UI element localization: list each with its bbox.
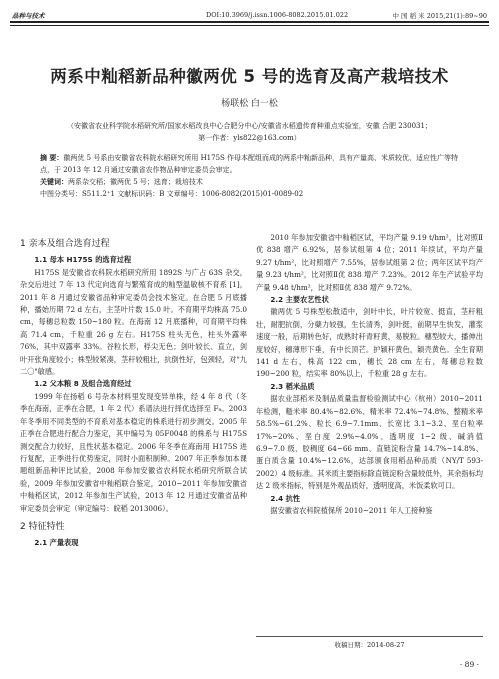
header-rule-thin <box>10 25 489 26</box>
subsection-1-1-heading: 1.1 母本 H175S 的选育过程 <box>34 255 132 265</box>
keywords-text: 两系杂交稻；徽两优 5 号；选育；栽培技术 <box>68 178 203 186</box>
footnote-rule <box>256 636 483 637</box>
header-doi: DOI:10.3969/j.issn.1006-8082.2015.01.022 <box>206 11 349 19</box>
affiliation-line-2: 第一作者：yls822@163.com） <box>198 134 301 142</box>
paragraph-2-3: 据农业部稻米及制品质量监督检验测试中心（杭州）2010~2011 年检测，糙米率 80.4%~82.6%、精米率 72.4%~74.8%、整精米率 58.5%~61.2%、粒长 6.9~7.1mm、长宽比 3.1~3.2、垩白粒率 17%~20%、垩白度 2.9%~4.0%、透明度 1~2 级、碱消值 6.9~7.0 级、胶稠度 64~66 mm、直链淀粉含量 14.7%~14.8%、蛋白质含量 10.4%~12.6%，达部颁食用稻品种品质（NY/T 593-2002）4 级标准。其米质主要指标除直链淀粉含量较低外，其余指标均达 2 级米指标，特别是外观品质好，透明度高，米饭柔软可口。 <box>256 394 483 491</box>
paragraph-2-1: 2010 年参加安徽省中籼稻区试，平均产量 9.19 t/hm²，比对照Ⅱ优 838 增产 6.92%，居参试组第 4 位；2011 年续试，平均产量 9.27 t/hm²，比对照增产 7.55%，居参试组第 2 位；两年区试平均产量 9.23 t/hm²，比对照Ⅱ优 838 增产 7.23%。2012 年生产试验平均产量 9.48 t/hm²，比对照Ⅱ优 838 增产 9.72%。 <box>256 233 483 292</box>
header-section: 品种与技术 <box>12 12 45 20</box>
left-column <box>20 232 247 550</box>
paragraph-1-1: H175S 是安徽省农科院水稻研究所用 1892S 与广占 63S 杂交，杂交后进过 7 年 13 代定向选育与繁殖育成的籼型温敏核不育系 [1]，2011 年 8 月通过安徽省品种审定委员会技术鉴定。在合肥 5 月底播种，播始历期 72 d 左右，主茎叶片数 15.0 叶。不育期平均株高 75.0 cm，每穗总粒数 150~180 粒。在海南 12 月底播种，可育期平均株高 71.4 cm，千粒重 26 g 左右。H175S 柱头无色，柱头外露率 76%，其中双露率 33%。谷粒长形，稃尖无色；剑叶较长、直立，剑叶开张角度较小；株型较紧凑，茎秆较粗壮，抗倒性好，包颈轻，对"九二〇"敏感。 <box>20 267 247 377</box>
affiliation <box>30 120 469 144</box>
keywords <box>40 176 459 188</box>
header-journal: 中 国 稻 米 2015,21(1):89~90 <box>392 12 487 20</box>
author-list: 杨联松 白一松 <box>221 99 278 109</box>
paragraph-2-2: 徽两优 5 号株型松散适中，剑叶中长，叶片较宽、挺直，茎秆粗壮，耐肥抗倒，分蘖力较强，生长清秀，剑叶挺，前期早生快发，灌浆速度一般，后期转色好，成熟时秆青籽黄，易脱粒。穗型较大，播伸出度较好，穗薄形下垂，有中长顶芒。护颖秆黄色，颖壳黄色。全生育期 141 d 左右，株高 122 cm，穗长 28 cm 左右，每穗总粒数 190~200 粒，结实率 80%以上，千粒重 28 g 左右。 <box>256 307 483 379</box>
paragraph-2-4: 据安徽省农科院植保所 2010~2011 年人工接种鉴 <box>270 505 433 515</box>
received-date: 收稿日期：2014-08-27 <box>334 641 405 649</box>
right-column <box>256 232 483 517</box>
subsection-2-1-heading: 2.1 产量表现 <box>34 538 79 548</box>
subsection-2-3-heading: 2.3 稻米品质 <box>270 381 315 391</box>
paper-title: 两系中籼稻新品种徽两优 5 号的选育及高产栽培技术 <box>50 67 449 86</box>
header-rule-thick <box>10 21 489 23</box>
section-1-heading: 1 亲本及组合选育过程 <box>20 239 110 249</box>
abstract-label: 摘 要： <box>40 154 64 162</box>
running-header <box>10 10 489 21</box>
abstract-block <box>40 152 459 200</box>
subsection-2-2-heading: 2.2 主要农艺性状 <box>270 295 329 305</box>
page-number: · 89 · <box>459 660 479 669</box>
paragraph-1-2: 1999 年在扬稻 6 号杂本材料里发现变异单株，经 4 年 8 代（冬季在海南，正季在合肥，1 年 2 代）系谱法进行择优选择至 F₈。2003 年冬季用不同类型的不育系对基本稳定的株系进行初步测交。2005 年正季在合肥进行配合力鉴定，其中编号为 05F0048 的株系与 H175S 测交配合力较好，且性状基本稳定。2006 年冬季在海南用 H175S 进行复配，正季进行优势鉴定，同时小面积制种。2007 年正季参加本课题组新品种评比试验，2008 年参加安徽省农科院水稻研究所联合试验，2009 年参加安徽省中籼稻联合鉴定，2010~2011 年参加安徽省中籼稻区试，2012 年参加生产试验，2013 年 12 月通过安徽省品种审定委员会审定（审定编号：皖稻 2013006）。 <box>20 391 247 513</box>
keywords-label: 关键词： <box>40 178 68 186</box>
classification-line: 中图分类号：S511.2⁺1 文献标识码：B 文章编号：1006-8082(2015)01-0089-02 <box>40 190 304 198</box>
affiliation-line-1: （安徽省农业科学院水稻研究所/国家水稻改良中心合肥分中心/安徽省水稻遗传育种重点实验室，安徽 合肥 230031； <box>67 122 432 130</box>
section-2-heading: 2 特征特性 <box>20 521 65 532</box>
abstract <box>40 152 459 176</box>
subsection-1-2-heading: 1.2 父本粮 8 及组合选育经过 <box>34 379 132 389</box>
subsection-2-4-heading: 2.4 抗性 <box>270 493 301 503</box>
abstract-text: 徽两优 5 号系由安徽省农科院水稻研究所用 H175S 作母本配组而成的两系中籼新品种，具有产量高、米质较优、适应性广等特点，于 2013 年 12 月通过安徽省农作物品种审定委员会审定。 <box>40 154 459 174</box>
